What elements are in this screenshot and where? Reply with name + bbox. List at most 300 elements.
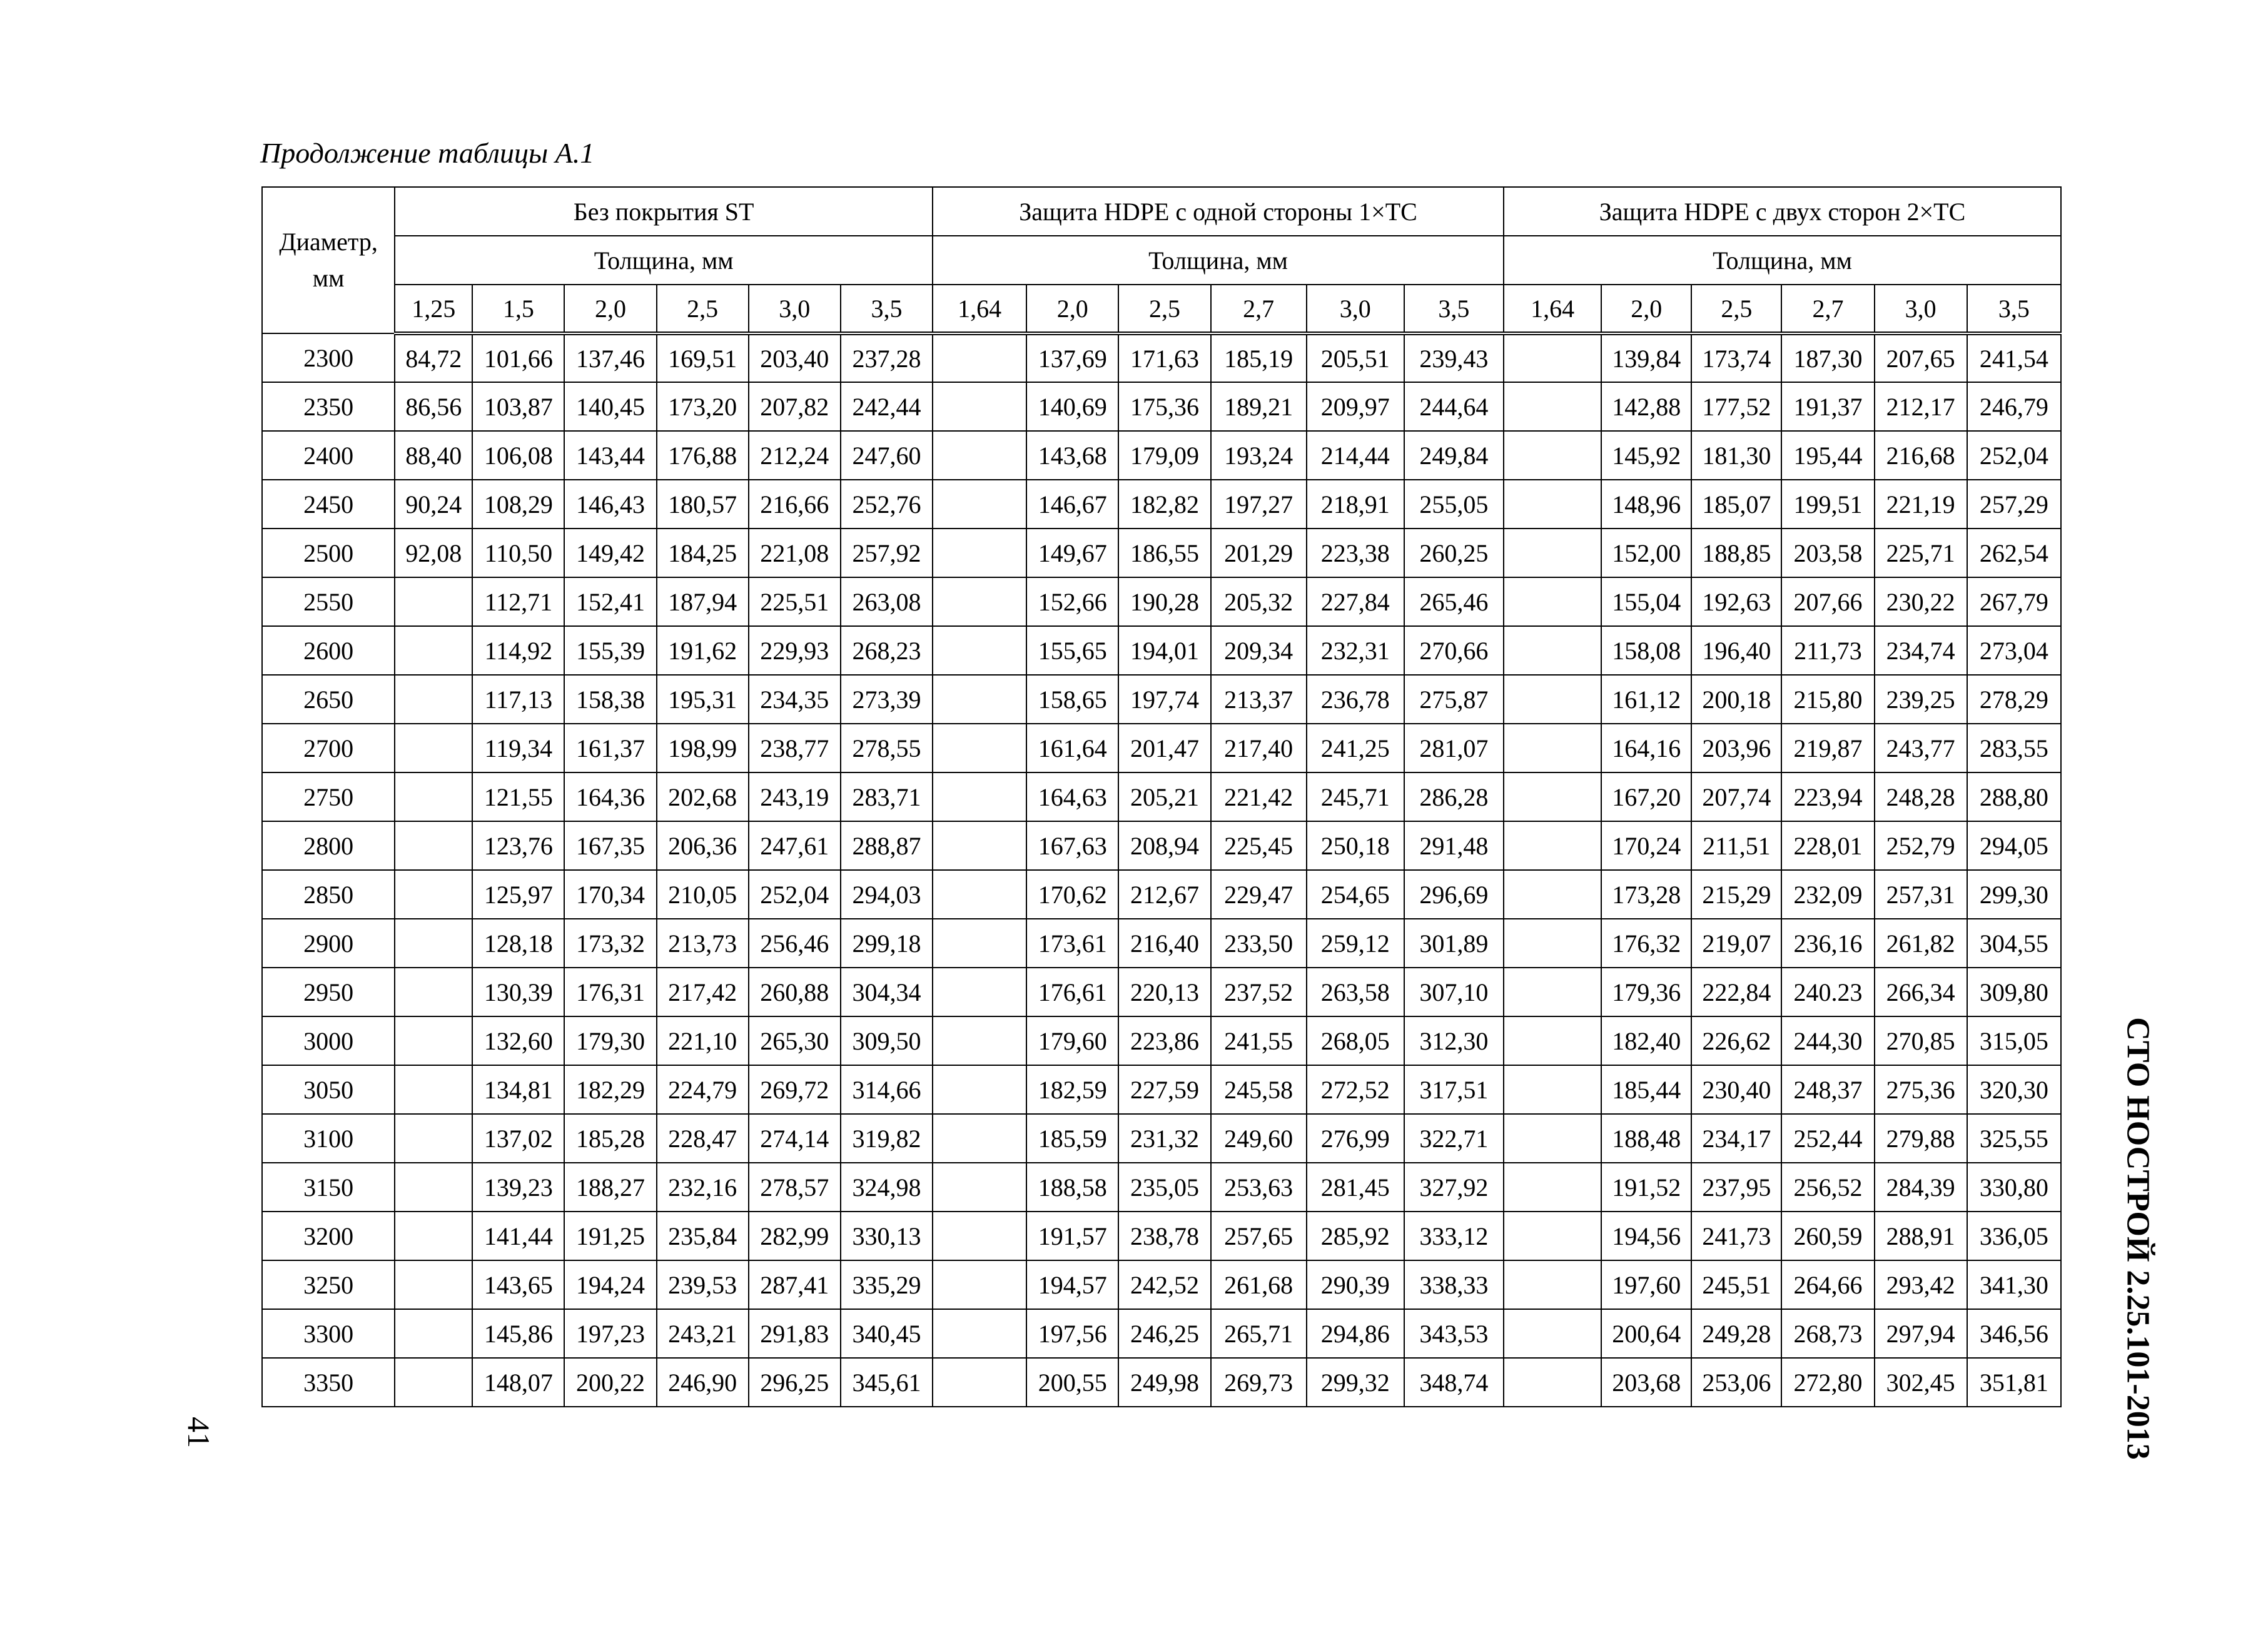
value-cell xyxy=(1504,1212,1601,1260)
table-row xyxy=(262,1065,2061,1114)
value-cell: 101,66 xyxy=(472,333,564,382)
value-cell: 207,65 xyxy=(1875,333,1967,382)
value-cell: 187,30 xyxy=(1781,333,1874,382)
value-cell: 252,79 xyxy=(1875,821,1967,870)
value-cell xyxy=(933,724,1026,772)
value-cell: 197,27 xyxy=(1211,480,1307,529)
value-cell: 184,25 xyxy=(657,529,749,577)
thickness-subheader-st: Толщина, мм xyxy=(395,236,933,285)
diameter-cell: 2700 xyxy=(262,724,395,772)
diameter-cell: 2450 xyxy=(262,480,395,529)
value-cell xyxy=(933,1065,1026,1114)
value-cell: 253,63 xyxy=(1211,1163,1307,1212)
table-row xyxy=(262,1260,2061,1309)
value-cell: 249,98 xyxy=(1118,1358,1210,1407)
value-cell: 176,61 xyxy=(1026,968,1118,1016)
value-cell: 252,44 xyxy=(1781,1114,1874,1163)
value-cell: 232,09 xyxy=(1781,870,1874,919)
value-cell: 152,66 xyxy=(1026,577,1118,626)
value-cell xyxy=(1504,1065,1601,1114)
value-cell: 179,09 xyxy=(1118,431,1210,480)
value-cell: 238,77 xyxy=(749,724,841,772)
value-cell: 206,36 xyxy=(657,821,749,870)
value-cell: 216,68 xyxy=(1875,431,1967,480)
value-cell: 257,65 xyxy=(1211,1212,1307,1260)
value-cell: 88,40 xyxy=(395,431,472,480)
diameter-cell: 2350 xyxy=(262,382,395,431)
value-cell: 297,94 xyxy=(1875,1309,1967,1358)
value-cell: 236,16 xyxy=(1781,919,1874,968)
table-row xyxy=(262,1016,2061,1065)
value-cell: 108,29 xyxy=(472,480,564,529)
value-cell xyxy=(933,968,1026,1016)
value-cell: 294,05 xyxy=(1967,821,2061,870)
value-cell xyxy=(1504,724,1601,772)
value-cell: 192,63 xyxy=(1691,577,1781,626)
value-cell: 182,59 xyxy=(1026,1065,1118,1114)
value-cell xyxy=(1504,529,1601,577)
diameter-cell: 2400 xyxy=(262,431,395,480)
value-cell: 221,42 xyxy=(1211,772,1307,821)
value-cell: 285,92 xyxy=(1307,1212,1404,1260)
value-cell: 225,45 xyxy=(1211,821,1307,870)
diameter-cell: 3000 xyxy=(262,1016,395,1065)
value-cell xyxy=(933,919,1026,968)
value-cell: 335,29 xyxy=(841,1260,933,1309)
value-cell: 164,16 xyxy=(1601,724,1691,772)
value-cell: 188,58 xyxy=(1026,1163,1118,1212)
value-cell: 164,36 xyxy=(564,772,656,821)
value-cell xyxy=(1504,1309,1601,1358)
value-cell: 219,87 xyxy=(1781,724,1874,772)
value-cell: 139,23 xyxy=(472,1163,564,1212)
value-cell: 252,04 xyxy=(1967,431,2061,480)
value-cell: 158,08 xyxy=(1601,626,1691,675)
value-cell: 143,65 xyxy=(472,1260,564,1309)
value-cell: 239,53 xyxy=(657,1260,749,1309)
value-cell xyxy=(1504,919,1601,968)
value-cell: 265,71 xyxy=(1211,1309,1307,1358)
value-cell: 288,91 xyxy=(1875,1212,1967,1260)
value-cell xyxy=(933,772,1026,821)
data-table xyxy=(261,186,2062,1407)
value-cell: 200,18 xyxy=(1691,675,1781,724)
value-cell: 211,51 xyxy=(1691,821,1781,870)
value-cell xyxy=(933,529,1026,577)
value-cell: 197,23 xyxy=(564,1309,656,1358)
value-cell: 149,42 xyxy=(564,529,656,577)
value-cell: 140,45 xyxy=(564,382,656,431)
value-cell: 207,66 xyxy=(1781,577,1874,626)
value-cell: 161,12 xyxy=(1601,675,1691,724)
value-cell: 188,85 xyxy=(1691,529,1781,577)
value-cell: 202,68 xyxy=(657,772,749,821)
value-cell: 241,25 xyxy=(1307,724,1404,772)
value-cell: 238,78 xyxy=(1118,1212,1210,1260)
value-cell xyxy=(1504,1163,1601,1212)
value-cell xyxy=(933,1309,1026,1358)
value-cell xyxy=(1504,333,1601,382)
value-cell: 209,34 xyxy=(1211,626,1307,675)
value-cell: 152,41 xyxy=(564,577,656,626)
value-cell xyxy=(933,1114,1026,1163)
value-cell: 239,43 xyxy=(1404,333,1504,382)
value-cell: 234,17 xyxy=(1691,1114,1781,1163)
value-cell xyxy=(395,1358,472,1407)
value-cell: 247,60 xyxy=(841,431,933,480)
value-cell: 229,47 xyxy=(1211,870,1307,919)
value-cell: 260,88 xyxy=(749,968,841,1016)
value-cell: 304,34 xyxy=(841,968,933,1016)
value-cell: 315,05 xyxy=(1967,1016,2061,1065)
value-cell xyxy=(395,821,472,870)
diameter-cell: 3150 xyxy=(262,1163,395,1212)
value-cell: 152,00 xyxy=(1601,529,1691,577)
table-row xyxy=(262,772,2061,821)
value-cell: 248,37 xyxy=(1781,1065,1874,1114)
value-cell: 346,56 xyxy=(1967,1309,2061,1358)
value-cell: 325,55 xyxy=(1967,1114,2061,1163)
value-cell: 263,58 xyxy=(1307,968,1404,1016)
value-cell: 243,19 xyxy=(749,772,841,821)
value-cell xyxy=(1504,821,1601,870)
table-row xyxy=(262,724,2061,772)
value-cell: 260,25 xyxy=(1404,529,1504,577)
value-cell: 203,40 xyxy=(749,333,841,382)
value-cell: 296,69 xyxy=(1404,870,1504,919)
value-cell: 137,69 xyxy=(1026,333,1118,382)
value-cell: 176,31 xyxy=(564,968,656,1016)
value-cell: 229,93 xyxy=(749,626,841,675)
value-cell xyxy=(395,919,472,968)
value-cell: 299,18 xyxy=(841,919,933,968)
value-cell: 242,52 xyxy=(1118,1260,1210,1309)
value-cell: 176,88 xyxy=(657,431,749,480)
value-cell: 257,31 xyxy=(1875,870,1967,919)
diameter-cell: 2800 xyxy=(262,821,395,870)
value-cell: 161,37 xyxy=(564,724,656,772)
value-cell: 191,52 xyxy=(1601,1163,1691,1212)
value-cell: 217,42 xyxy=(657,968,749,1016)
value-cell: 275,36 xyxy=(1875,1065,1967,1114)
value-cell: 161,64 xyxy=(1026,724,1118,772)
table-row xyxy=(262,333,2061,382)
thickness-value: 2,5 xyxy=(657,285,749,333)
value-cell: 179,30 xyxy=(564,1016,656,1065)
value-cell: 242,44 xyxy=(841,382,933,431)
value-cell: 170,34 xyxy=(564,870,656,919)
value-cell: 225,71 xyxy=(1875,529,1967,577)
value-cell: 282,99 xyxy=(749,1212,841,1260)
value-cell: 320,30 xyxy=(1967,1065,2061,1114)
value-cell: 140,69 xyxy=(1026,382,1118,431)
value-cell: 291,83 xyxy=(749,1309,841,1358)
value-cell xyxy=(933,382,1026,431)
value-cell: 265,46 xyxy=(1404,577,1504,626)
value-cell: 281,45 xyxy=(1307,1163,1404,1212)
diameter-cell: 3250 xyxy=(262,1260,395,1309)
thickness-value: 2,7 xyxy=(1211,285,1307,333)
value-cell: 185,19 xyxy=(1211,333,1307,382)
value-cell: 219,07 xyxy=(1691,919,1781,968)
value-cell: 167,63 xyxy=(1026,821,1118,870)
table-row xyxy=(262,870,2061,919)
value-cell: 196,40 xyxy=(1691,626,1781,675)
value-cell xyxy=(1504,1260,1601,1309)
value-cell: 146,43 xyxy=(564,480,656,529)
value-cell: 177,52 xyxy=(1691,382,1781,431)
value-cell: 176,32 xyxy=(1601,919,1691,968)
value-cell: 155,04 xyxy=(1601,577,1691,626)
value-cell: 182,29 xyxy=(564,1065,656,1114)
value-cell: 92,08 xyxy=(395,529,472,577)
thickness-value: 1,64 xyxy=(1504,285,1601,333)
value-cell: 274,14 xyxy=(749,1114,841,1163)
value-cell: 125,97 xyxy=(472,870,564,919)
value-cell: 249,84 xyxy=(1404,431,1504,480)
value-cell: 246,90 xyxy=(657,1358,749,1407)
diameter-header: Диаметр, мм xyxy=(262,187,395,333)
value-cell xyxy=(395,968,472,1016)
value-cell: 213,37 xyxy=(1211,675,1307,724)
thickness-value: 1,5 xyxy=(472,285,564,333)
value-cell: 197,74 xyxy=(1118,675,1210,724)
table-row xyxy=(262,480,2061,529)
value-cell xyxy=(395,724,472,772)
value-cell: 237,95 xyxy=(1691,1163,1781,1212)
value-cell: 309,50 xyxy=(841,1016,933,1065)
diameter-cell: 2750 xyxy=(262,772,395,821)
value-cell: 209,97 xyxy=(1307,382,1404,431)
value-cell xyxy=(395,1114,472,1163)
value-cell: 90,24 xyxy=(395,480,472,529)
value-cell: 348,74 xyxy=(1404,1358,1504,1407)
diameter-cell: 3050 xyxy=(262,1065,395,1114)
value-cell: 336,05 xyxy=(1967,1212,2061,1260)
value-cell: 275,87 xyxy=(1404,675,1504,724)
value-cell: 232,16 xyxy=(657,1163,749,1212)
thickness-value: 3,0 xyxy=(1307,285,1404,333)
value-cell: 155,39 xyxy=(564,626,656,675)
value-cell xyxy=(1504,1114,1601,1163)
table-row xyxy=(262,1163,2061,1212)
value-cell: 269,73 xyxy=(1211,1358,1307,1407)
value-cell: 143,68 xyxy=(1026,431,1118,480)
value-cell: 179,60 xyxy=(1026,1016,1118,1065)
value-cell: 170,24 xyxy=(1601,821,1691,870)
value-cell: 173,28 xyxy=(1601,870,1691,919)
value-cell: 253,06 xyxy=(1691,1358,1781,1407)
thickness-value: 3,5 xyxy=(1404,285,1504,333)
value-cell: 158,65 xyxy=(1026,675,1118,724)
value-cell: 213,73 xyxy=(657,919,749,968)
thickness-value: 2,5 xyxy=(1691,285,1781,333)
value-cell: 173,32 xyxy=(564,919,656,968)
value-cell: 200,22 xyxy=(564,1358,656,1407)
value-cell: 246,79 xyxy=(1967,382,2061,431)
group-header-1tc: Защита HDPE с одной стороны 1×TC xyxy=(933,187,1504,236)
value-cell: 293,42 xyxy=(1875,1260,1967,1309)
value-cell xyxy=(933,821,1026,870)
table-row xyxy=(262,675,2061,724)
value-cell: 193,24 xyxy=(1211,431,1307,480)
value-cell: 230,22 xyxy=(1875,577,1967,626)
value-cell: 288,87 xyxy=(841,821,933,870)
value-cell xyxy=(933,626,1026,675)
table-row xyxy=(262,431,2061,480)
value-cell: 119,34 xyxy=(472,724,564,772)
value-cell: 294,86 xyxy=(1307,1309,1404,1358)
value-cell: 284,39 xyxy=(1875,1163,1967,1212)
value-cell: 246,25 xyxy=(1118,1309,1210,1358)
value-cell: 262,54 xyxy=(1967,529,2061,577)
table-row xyxy=(262,1358,2061,1407)
value-cell: 254,65 xyxy=(1307,870,1404,919)
value-cell: 236,78 xyxy=(1307,675,1404,724)
value-cell: 283,55 xyxy=(1967,724,2061,772)
value-cell: 186,55 xyxy=(1118,529,1210,577)
value-cell: 228,01 xyxy=(1781,821,1874,870)
value-cell: 241,73 xyxy=(1691,1212,1781,1260)
value-cell: 250,18 xyxy=(1307,821,1404,870)
diameter-cell: 3300 xyxy=(262,1309,395,1358)
value-cell xyxy=(933,870,1026,919)
value-cell xyxy=(395,577,472,626)
value-cell xyxy=(1504,1016,1601,1065)
value-cell: 260,59 xyxy=(1781,1212,1874,1260)
value-cell: 103,87 xyxy=(472,382,564,431)
value-cell: 302,45 xyxy=(1875,1358,1967,1407)
value-cell: 296,25 xyxy=(749,1358,841,1407)
value-cell xyxy=(395,1309,472,1358)
thickness-value: 2,0 xyxy=(1026,285,1118,333)
value-cell: 338,33 xyxy=(1404,1260,1504,1309)
value-cell: 230,40 xyxy=(1691,1065,1781,1114)
value-cell xyxy=(395,1163,472,1212)
value-cell: 227,59 xyxy=(1118,1065,1210,1114)
value-cell: 200,64 xyxy=(1601,1309,1691,1358)
value-cell: 169,51 xyxy=(657,333,749,382)
value-cell: 201,47 xyxy=(1118,724,1210,772)
value-cell: 212,24 xyxy=(749,431,841,480)
value-cell: 181,30 xyxy=(1691,431,1781,480)
value-cell: 309,80 xyxy=(1967,968,2061,1016)
value-cell: 341,30 xyxy=(1967,1260,2061,1309)
value-cell: 252,04 xyxy=(749,870,841,919)
value-cell: 231,32 xyxy=(1118,1114,1210,1163)
value-cell: 195,44 xyxy=(1781,431,1874,480)
value-cell: 139,84 xyxy=(1601,333,1691,382)
value-cell xyxy=(395,1016,472,1065)
value-cell: 145,86 xyxy=(472,1309,564,1358)
diameter-cell: 2600 xyxy=(262,626,395,675)
value-cell xyxy=(1504,675,1601,724)
value-cell: 249,60 xyxy=(1211,1114,1307,1163)
value-cell: 314,66 xyxy=(841,1065,933,1114)
value-cell: 240.23 xyxy=(1781,968,1874,1016)
value-cell: 195,31 xyxy=(657,675,749,724)
value-cell xyxy=(1504,870,1601,919)
value-cell: 283,71 xyxy=(841,772,933,821)
value-cell xyxy=(933,1212,1026,1260)
value-cell xyxy=(1504,968,1601,1016)
value-cell: 235,84 xyxy=(657,1212,749,1260)
value-cell: 182,40 xyxy=(1601,1016,1691,1065)
table-row xyxy=(262,968,2061,1016)
value-cell: 294,03 xyxy=(841,870,933,919)
value-cell xyxy=(933,480,1026,529)
value-cell: 207,74 xyxy=(1691,772,1781,821)
value-cell: 198,99 xyxy=(657,724,749,772)
value-cell xyxy=(933,431,1026,480)
table-row xyxy=(262,577,2061,626)
value-cell: 197,56 xyxy=(1026,1309,1118,1358)
value-cell: 216,66 xyxy=(749,480,841,529)
value-cell: 145,92 xyxy=(1601,431,1691,480)
value-cell: 189,21 xyxy=(1211,382,1307,431)
value-cell: 191,37 xyxy=(1781,382,1874,431)
value-cell: 330,80 xyxy=(1967,1163,2061,1212)
value-cell: 175,36 xyxy=(1118,382,1210,431)
value-cell: 212,17 xyxy=(1875,382,1967,431)
value-cell: 214,44 xyxy=(1307,431,1404,480)
diameter-cell: 3100 xyxy=(262,1114,395,1163)
thickness-subheader-2tc: Толщина, мм xyxy=(1504,236,2061,285)
value-cell: 343,53 xyxy=(1404,1309,1504,1358)
value-cell: 288,80 xyxy=(1967,772,2061,821)
value-cell: 167,20 xyxy=(1601,772,1691,821)
table-row xyxy=(262,529,2061,577)
value-cell: 268,23 xyxy=(841,626,933,675)
value-cell: 143,44 xyxy=(564,431,656,480)
value-cell: 307,10 xyxy=(1404,968,1504,1016)
value-cell: 266,34 xyxy=(1875,968,1967,1016)
value-cell: 268,73 xyxy=(1781,1309,1874,1358)
value-cell: 245,58 xyxy=(1211,1065,1307,1114)
diameter-cell: 2300 xyxy=(262,333,395,382)
value-cell: 164,63 xyxy=(1026,772,1118,821)
value-cell: 215,80 xyxy=(1781,675,1874,724)
value-cell: 158,38 xyxy=(564,675,656,724)
value-cell: 287,41 xyxy=(749,1260,841,1309)
value-cell: 273,04 xyxy=(1967,626,2061,675)
value-cell: 173,74 xyxy=(1691,333,1781,382)
value-cell: 221,10 xyxy=(657,1016,749,1065)
thickness-value: 3,0 xyxy=(749,285,841,333)
value-cell: 211,73 xyxy=(1781,626,1874,675)
value-cell: 261,82 xyxy=(1875,919,1967,968)
value-cell: 137,02 xyxy=(472,1114,564,1163)
value-cell: 217,40 xyxy=(1211,724,1307,772)
table-row xyxy=(262,626,2061,675)
value-cell: 142,88 xyxy=(1601,382,1691,431)
value-cell: 241,54 xyxy=(1967,333,2061,382)
value-cell: 170,62 xyxy=(1026,870,1118,919)
value-cell: 351,81 xyxy=(1967,1358,2061,1407)
table-caption: Продолжение таблицы А.1 xyxy=(260,137,595,169)
value-cell: 141,44 xyxy=(472,1212,564,1260)
value-cell: 173,20 xyxy=(657,382,749,431)
value-cell: 207,82 xyxy=(749,382,841,431)
value-cell: 188,48 xyxy=(1601,1114,1691,1163)
value-cell: 223,86 xyxy=(1118,1016,1210,1065)
value-cell: 259,12 xyxy=(1307,919,1404,968)
value-cell: 123,76 xyxy=(472,821,564,870)
value-cell: 345,61 xyxy=(841,1358,933,1407)
value-cell: 304,55 xyxy=(1967,919,2061,968)
value-cell: 201,29 xyxy=(1211,529,1307,577)
value-cell xyxy=(933,1016,1026,1065)
